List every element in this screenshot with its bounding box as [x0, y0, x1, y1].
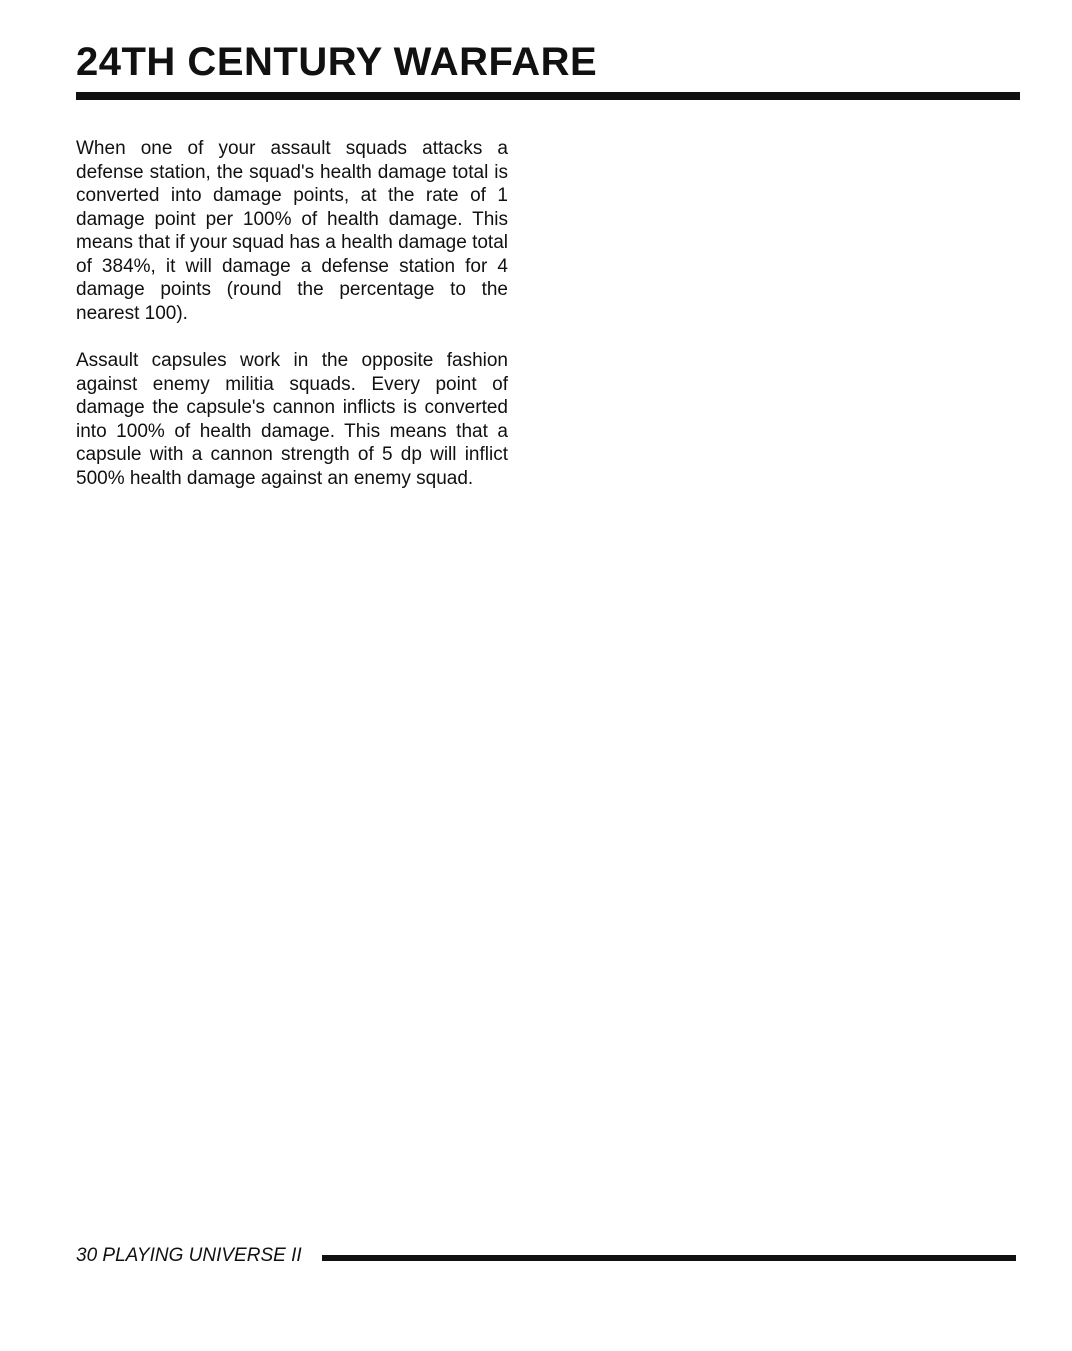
body-paragraph-damage-conversion: When one of your assault squads attacks a defense station, the squad's health damage total is converted into damage points, at the rate of 1 damage point per 100% of health damage. This means that if your squad has a health damage total of 384%, it will damage a defense station for 4 damage points (round the percentage to the nearest 100).	[76, 138, 508, 324]
page-footer	[76, 1244, 1016, 1268]
running-title: PLAYING UNIVERSE II	[102, 1245, 302, 1266]
footer-rule	[322, 1255, 1016, 1261]
body-text-column	[76, 137, 508, 514]
body-paragraph-assault-capsules: Assault capsules work in the opposite fashion against enemy militia squads. Every point of damage the capsule's cannon inflicts is converted into 100% of health damage. This means that a capsule with a cannon strength of 5 dp will inflict 500% health damage against an enemy squad.	[76, 350, 508, 489]
title-rule	[76, 92, 1020, 100]
page-number: 30	[76, 1245, 98, 1266]
footer-label	[76, 1244, 302, 1268]
page-title: 24TH CENTURY WARFARE	[76, 40, 598, 84]
